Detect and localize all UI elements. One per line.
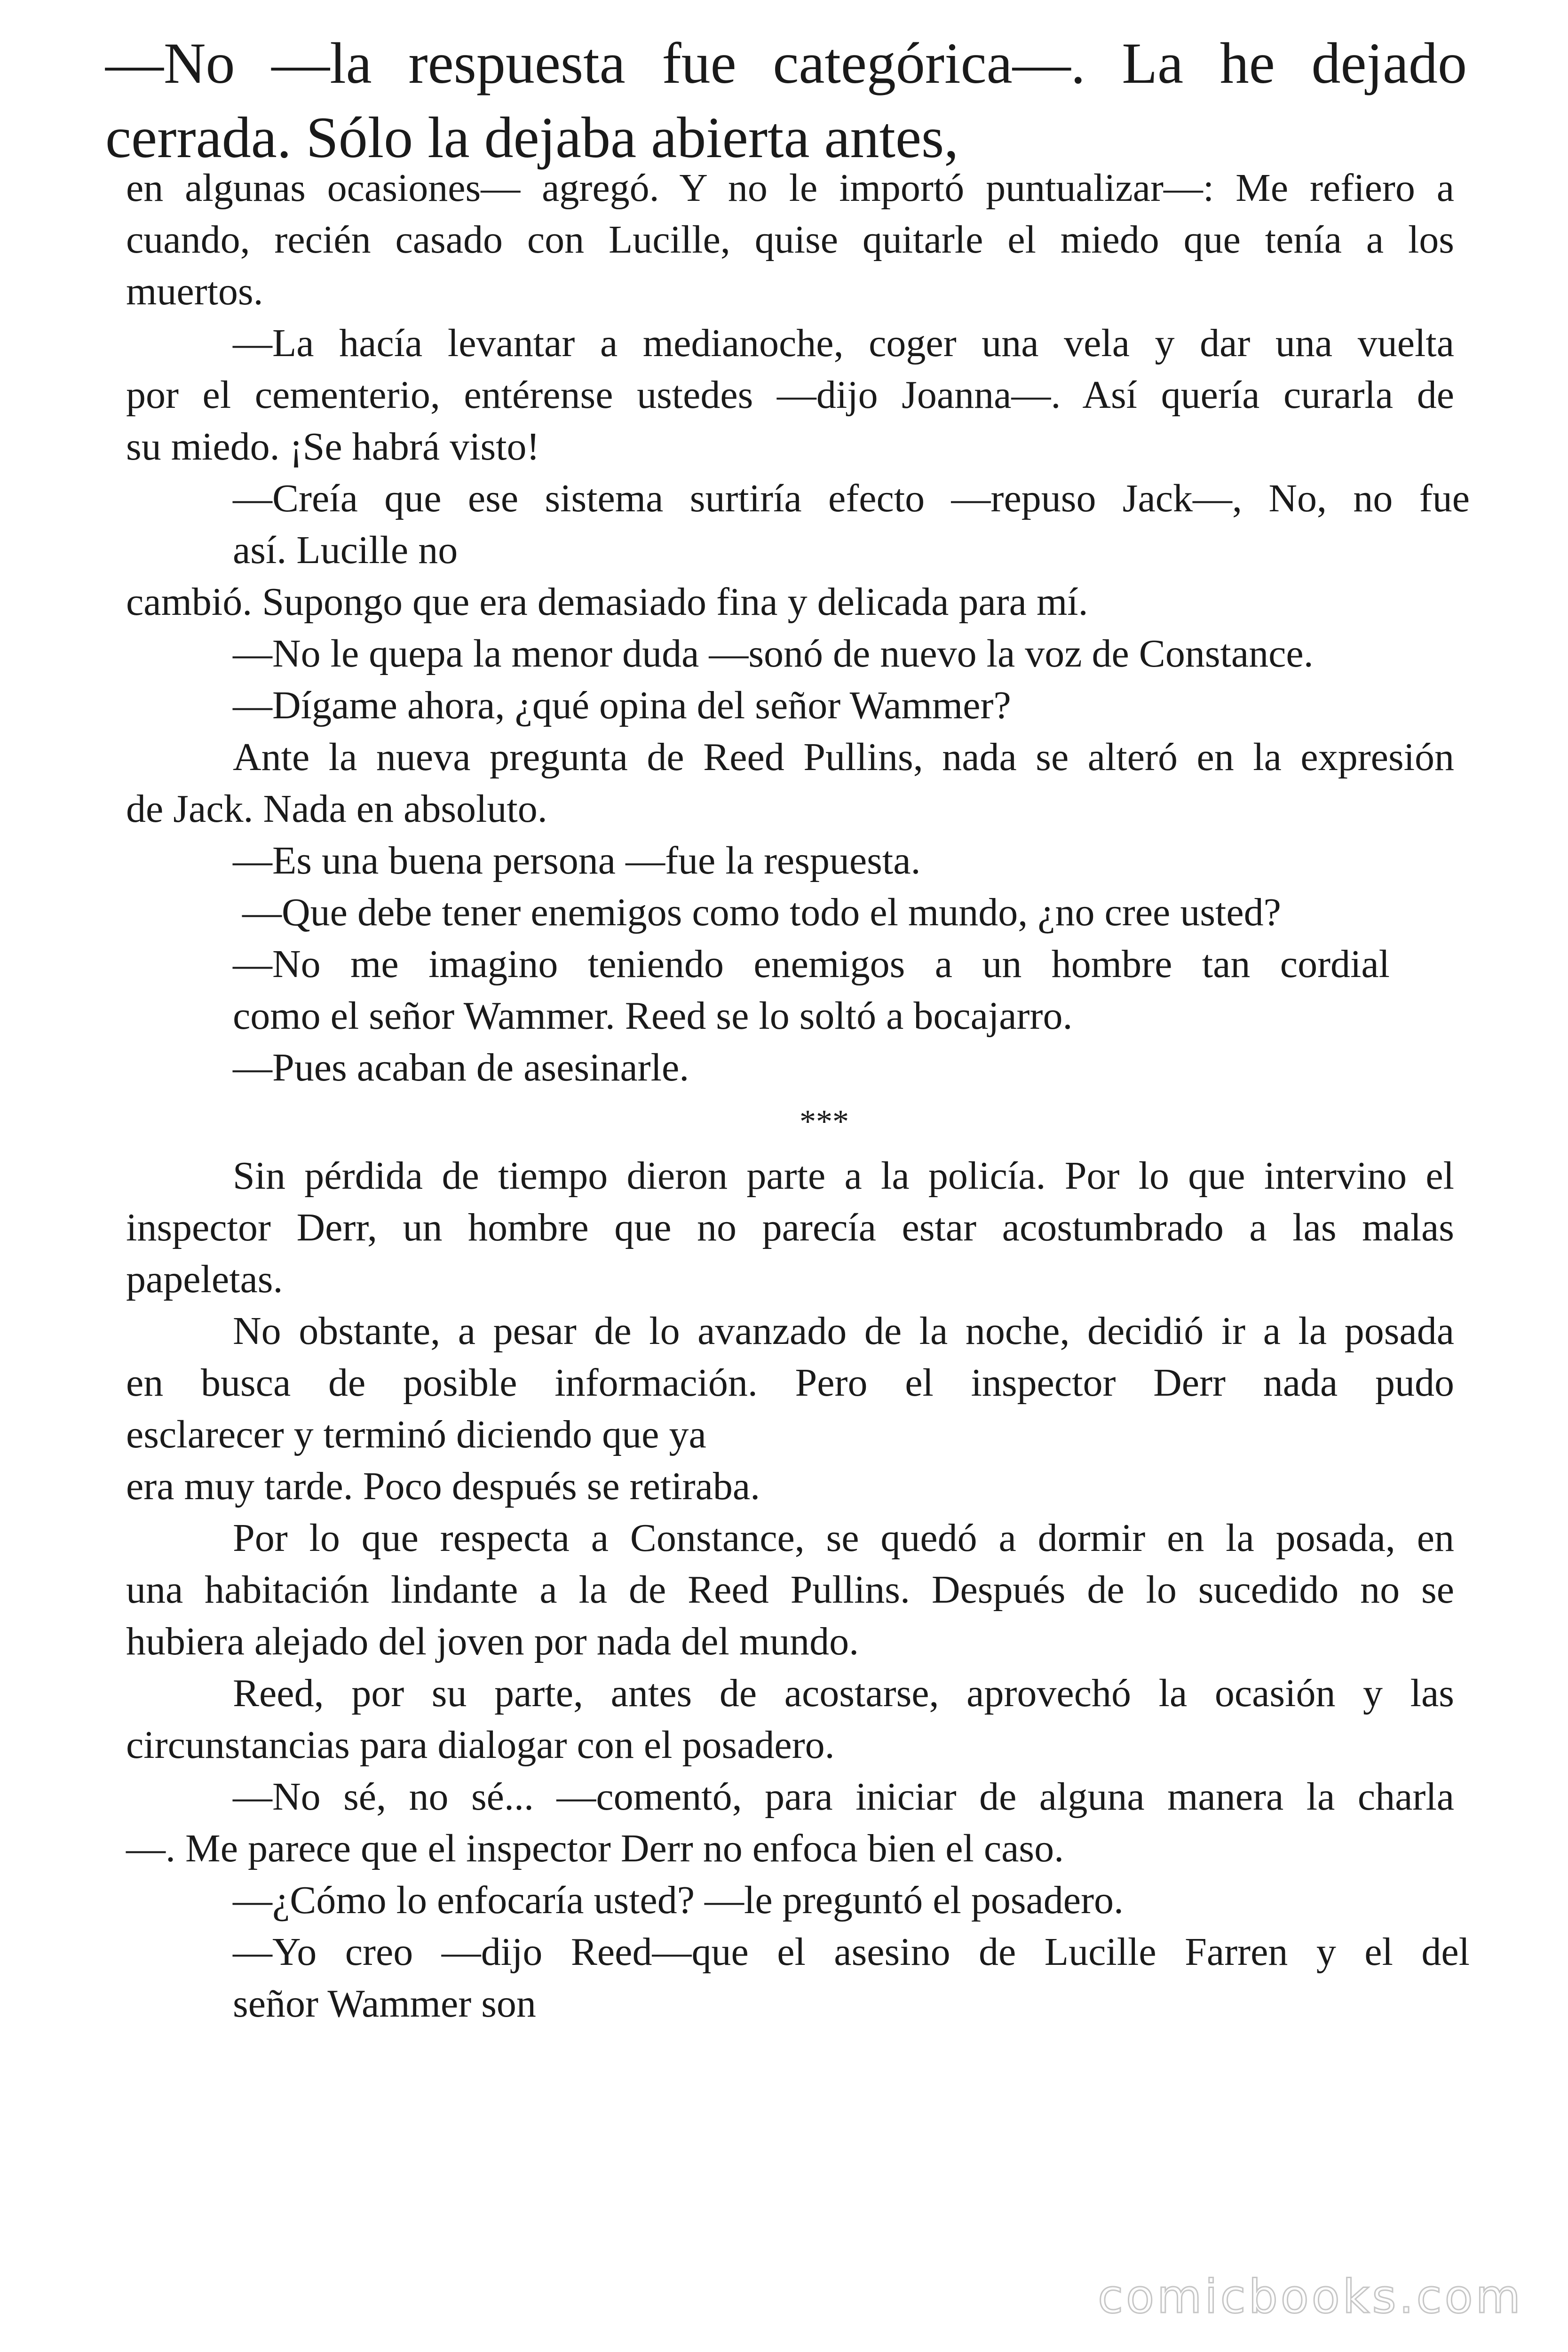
text-line: —Creía que ese sistema surtiría efecto —repuso Jack—, No, no fue [233,477,1470,520]
text-line: —Pues acaban de asesinarle. [233,1046,689,1089]
text-line: por el cementerio, entérense ustedes —dijo Joanna—. Así quería curarla de [126,373,1454,417]
text-line: —No le quepa la menor duda —sonó de nuevo la voz de Constance. [233,632,1314,675]
text-line: —¿Cómo lo enfocaría usted? —le preguntó el posadero. [233,1878,1124,1922]
heading-line-2: cerrada. Sólo la dejaba abierta antes, [105,105,959,170]
text-line: —Yo creo —dijo Reed—que el asesino de Lucille Farren y el del [233,1930,1470,1974]
text-line: —La hacía levantar a medianoche, coger una vela y dar una vuelta [233,321,1454,365]
text-line: No obstante, a pesar de lo avanzado de la noche, decidió ir a la posada [233,1309,1454,1353]
text-line: —Dígame ahora, ¿qué opina del señor Wammer? [233,683,1011,727]
text-line: hubiera alejado del joven por nada del mundo. [126,1620,859,1663]
text-line: una habitación lindante a la de Reed Pullins. Después de lo sucedido no se [126,1568,1454,1612]
text-line: —Es una buena persona —fue la respuesta. [233,839,921,882]
text-line: Ante la nueva pregunta de Reed Pullins, nada se alteró en la expresión [233,735,1454,779]
text-line: cuando, recién casado con Lucille, quise quitarle el miedo que tenía a los [126,218,1454,262]
text-line: en algunas ocasiones— agregó. Y no le importó puntualizar—: Me refiero a [126,166,1454,210]
text-line: su miedo. ¡Se habrá visto! [126,425,540,469]
text-line: de Jack. Nada en absoluto. [126,787,547,831]
section-separator: *** [800,1104,849,1140]
text-line: era muy tarde. Poco después se retiraba. [126,1464,760,1508]
text-line: Reed, por su parte, antes de acostarse, aprovechó la ocasión y las [233,1671,1454,1715]
text-line: papeletas. [126,1257,283,1301]
text-line: como el señor Wammer. Reed se lo soltó a bocajarro. [233,994,1073,1038]
text-line: en busca de posible información. Pero el inspector Derr nada pudo [126,1361,1454,1405]
text-line: —Que debe tener enemigos como todo el mundo, ¿no cree usted? [242,890,1281,934]
text-line: —No me imagino teniendo enemigos a un hombre tan cordial [233,942,1390,986]
text-line: esclarecer y terminó diciendo que ya [126,1413,706,1456]
text-line: cambió. Supongo que era demasiado fina y delicada para mí. [126,580,1088,624]
text-line: inspector Derr, un hombre que no parecía estar acostumbrado a las malas [126,1206,1454,1249]
text-line: —. Me parece que el inspector Derr no enfoca bien el caso. [126,1827,1064,1870]
text-line: —No sé, no sé... —comentó, para iniciar de alguna manera la charla [233,1775,1454,1819]
text-line: muertos. [126,270,263,313]
text-line: circunstancias para dialogar con el posadero. [126,1723,835,1767]
text-line: Por lo que respecta a Constance, se quedó a dormir en la posada, en [233,1516,1454,1560]
watermark: comicbooks.com [1098,2270,1523,2324]
text-line: señor Wammer son [233,1982,536,2026]
heading-line-1: —No —la respuesta fue categórica—. La he dejado [105,31,1467,95]
text-line: así. Lucille no [233,528,458,572]
text-line: Sin pérdida de tiempo dieron parte a la policía. Por lo que intervino el [233,1154,1454,1198]
